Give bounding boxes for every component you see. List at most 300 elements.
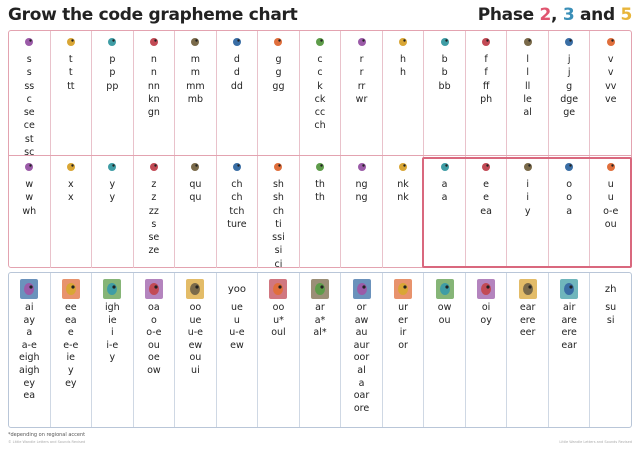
key-grapheme: ue [230, 302, 243, 313]
ring-icon [353, 158, 371, 176]
grapheme-column [51, 156, 93, 268]
key-grapheme: oo [189, 302, 202, 313]
key-grapheme: y [109, 179, 116, 190]
key-grapheme: g [275, 54, 282, 65]
alternative-grapheme: o [150, 314, 157, 326]
alternative-grapheme: wr [355, 93, 368, 105]
picture-cell [134, 31, 175, 53]
picture-cell [341, 276, 382, 302]
alternative-grapheme: ce [23, 120, 35, 132]
key-grapheme: f [484, 54, 488, 65]
grapheme-list [134, 178, 175, 258]
alternative-grapheme: e-e [63, 339, 79, 351]
grapheme-column [134, 156, 176, 268]
alternative-grapheme: g [275, 67, 282, 79]
alternative-grapheme: ear [561, 339, 577, 351]
grapheme-column [258, 31, 300, 155]
key-grapheme: ng [355, 179, 368, 190]
grapheme-column [51, 31, 93, 155]
hair-icon [558, 277, 580, 301]
grapheme-list [51, 178, 92, 205]
grapheme-column [341, 273, 383, 427]
grapheme-column [92, 31, 134, 155]
grapheme-list [466, 53, 507, 106]
picture-cell [217, 31, 258, 53]
key-grapheme: ar [315, 302, 325, 313]
alternative-grapheme: vv [605, 80, 617, 92]
alternative-grapheme: wh [22, 205, 37, 217]
grapheme-column [549, 273, 591, 427]
grapheme-column [9, 273, 51, 427]
key-grapheme: oo [272, 302, 285, 313]
wave-icon [20, 158, 38, 176]
alternative-grapheme: ge [563, 107, 576, 119]
alternative-grapheme: ui [191, 364, 200, 376]
picture-cell [383, 156, 424, 178]
grapheme-column [341, 156, 383, 268]
grapheme-column [341, 31, 383, 155]
picture-cell [300, 276, 341, 302]
picture-cell [424, 31, 465, 53]
grapheme-list [9, 178, 50, 218]
alternative-grapheme: l [526, 67, 529, 79]
alternative-grapheme: are [561, 314, 577, 326]
grapheme-column [9, 31, 51, 159]
picture-cell [466, 276, 507, 302]
alternative-grapheme: ey [65, 377, 77, 389]
grapheme-list [9, 53, 50, 159]
key-grapheme: u [607, 179, 614, 190]
grapheme-column [383, 31, 425, 155]
alternative-grapheme: s [151, 218, 157, 230]
chart-title: Grow the code grapheme chart [8, 5, 298, 25]
picture-cell [383, 276, 424, 302]
fire-engine-icon [60, 277, 82, 301]
alternative-grapheme: se [23, 107, 35, 119]
unicorn-icon [351, 277, 373, 301]
alternative-grapheme: bb [438, 80, 451, 92]
copyright-text: © Little Wandle Letters and Sounds Revised [8, 440, 86, 444]
alternative-grapheme: k [317, 80, 323, 92]
alternative-grapheme: dd [230, 80, 243, 92]
grapheme-column [258, 273, 300, 427]
grapheme-list [134, 302, 175, 378]
grapheme-list [507, 53, 548, 119]
grapheme-list [300, 53, 341, 133]
alternative-grapheme: si [274, 245, 283, 257]
alternative-grapheme: ng [355, 192, 368, 204]
alternative-grapheme: aur [353, 339, 370, 351]
key-grapheme: nk [397, 179, 409, 190]
grapheme-list [466, 302, 507, 327]
alternative-grapheme: aw [354, 314, 369, 326]
alternative-grapheme: x [67, 192, 74, 204]
alternative-grapheme: kn [148, 93, 160, 105]
key-grapheme: qu [189, 179, 202, 190]
grapheme-column [217, 156, 259, 268]
grapheme-column [383, 273, 425, 427]
alternative-grapheme: ou [189, 352, 202, 364]
grapheme-column [134, 273, 176, 427]
yak-icon [103, 158, 121, 176]
picture-cell [92, 156, 133, 178]
phase-title [478, 5, 632, 25]
picture-cell [300, 31, 341, 53]
nurse-icon [392, 277, 414, 301]
alternative-grapheme: ou [147, 339, 160, 351]
alternative-grapheme: a [441, 192, 448, 204]
alternative-grapheme: y [524, 205, 531, 217]
mouse-icon [186, 33, 204, 51]
picture-cell [51, 156, 92, 178]
phase-separator: , [551, 5, 558, 25]
regional-accent-footnote: *depending on regional accent [8, 432, 86, 438]
grapheme-list [300, 178, 341, 205]
picture-cell [134, 156, 175, 178]
consonant-row-1 [9, 31, 631, 159]
alternative-grapheme: d [233, 67, 240, 79]
key-grapheme: oa [148, 302, 160, 313]
grapheme-column [51, 273, 93, 427]
credit-text: Little Wandle Letters and Sounds Revised [559, 440, 632, 444]
moon-icon [184, 277, 206, 301]
long-vowel-row [9, 273, 631, 427]
night-icon [101, 277, 123, 301]
alternative-grapheme: a [358, 377, 365, 389]
alternative-grapheme: ti [275, 218, 282, 230]
alternative-grapheme: oe [148, 352, 160, 364]
cook-icon [267, 277, 289, 301]
key-grapheme: i [526, 179, 529, 190]
cherries-icon [228, 158, 246, 176]
alternative-grapheme: ssi [272, 232, 285, 244]
picture-cell [590, 276, 631, 302]
vulture-icon [602, 33, 620, 51]
phase-3-number: 3 [562, 5, 575, 25]
picture-cell [258, 31, 299, 53]
alternative-grapheme: tch [229, 205, 245, 217]
alternative-grapheme: a [26, 327, 33, 339]
rain-icon [18, 277, 40, 301]
alternative-grapheme: m [190, 67, 201, 79]
grapheme-column [175, 156, 217, 268]
key-grapheme: ear [519, 302, 536, 313]
grapheme-list [92, 178, 133, 205]
picture-cell [9, 31, 50, 53]
key-grapheme: j [567, 54, 571, 65]
alternative-grapheme: qu [189, 192, 202, 204]
alternative-grapheme: o-e [146, 327, 162, 339]
phase-word: Phase [477, 5, 534, 25]
picture-cell [175, 156, 216, 178]
alternative-grapheme: rr [357, 80, 366, 92]
grapheme-list [383, 178, 424, 205]
phase-2-number: 2 [539, 5, 552, 25]
alternative-grapheme: ou [438, 314, 451, 326]
key-grapheme: oi [481, 302, 491, 313]
grapheme-column [9, 156, 51, 268]
goat-icon [269, 33, 287, 51]
picture-cell [424, 276, 465, 302]
fish-icon [477, 33, 495, 51]
alternative-grapheme: y [67, 364, 74, 376]
alternative-grapheme: ay [23, 314, 35, 326]
alternative-grapheme: ch [314, 120, 326, 132]
picture-cell [175, 276, 216, 302]
alternative-grapheme: f [484, 67, 488, 79]
picture-cell [258, 156, 299, 178]
grapheme-column [383, 156, 425, 268]
grapheme-list [549, 53, 590, 119]
alternative-grapheme: h [400, 67, 407, 79]
alternative-grapheme: mm [186, 80, 205, 92]
key-grapheme: igh [104, 302, 120, 313]
phase-5-number: 5 [620, 5, 632, 25]
picture-cell [51, 31, 92, 53]
alternative-grapheme: y [109, 192, 116, 204]
grapheme-list [590, 53, 631, 106]
alternative-grapheme: oar [353, 390, 370, 402]
picture-cell [507, 276, 548, 302]
alternative-grapheme: tt [67, 80, 75, 92]
key-grapheme: ow [437, 302, 452, 313]
alternative-grapheme: ew [188, 339, 203, 351]
alternative-grapheme: ie [108, 314, 117, 326]
alternative-grapheme: oor [353, 352, 370, 364]
grapheme-column [507, 273, 549, 427]
grapheme-list [424, 302, 465, 327]
grapheme-list [590, 302, 631, 327]
picture-cell [92, 276, 133, 302]
alternative-grapheme: a-e [21, 339, 37, 351]
alternative-grapheme: le [523, 93, 532, 105]
alternative-grapheme: y [109, 352, 116, 364]
chart-header [6, 4, 634, 28]
alternative-grapheme: pp [106, 80, 119, 92]
key-grapheme: v [607, 54, 614, 65]
key-grapheme: o [566, 179, 573, 190]
picture-cell [549, 31, 590, 53]
key-grapheme: s [26, 54, 32, 65]
key-grapheme: n [150, 54, 157, 65]
alternative-grapheme: n [150, 67, 157, 79]
grapheme-list [134, 53, 175, 119]
alternative-grapheme: ou [604, 218, 617, 230]
key-grapheme: r [359, 54, 364, 65]
key-grapheme: or [356, 302, 367, 313]
grapheme-list [341, 178, 382, 205]
alternative-grapheme: al* [313, 327, 327, 339]
alternative-grapheme: nn [147, 80, 160, 92]
picture-cell [175, 31, 216, 53]
phase-5-panel [8, 272, 632, 428]
alternative-grapheme: th [315, 192, 325, 204]
lion-icon [519, 33, 537, 51]
alternative-grapheme: ea [480, 205, 492, 217]
grapheme-column [466, 273, 508, 427]
key-grapheme: m [190, 54, 201, 65]
alternative-grapheme: o-e [603, 205, 619, 217]
grapheme-list [258, 178, 299, 271]
grapheme-column [300, 31, 342, 155]
alternative-grapheme: ue [189, 314, 202, 326]
picture-cell [134, 276, 175, 302]
alternative-grapheme: ll [525, 80, 531, 92]
alternative-grapheme: sc [24, 147, 35, 159]
alternative-grapheme: cc [314, 107, 326, 119]
short-vowel-highlight [422, 157, 632, 268]
picture-cell [9, 276, 50, 302]
snake-icon [20, 33, 38, 51]
yoo-label: yoo [227, 283, 246, 295]
grapheme-column [466, 31, 508, 155]
key-grapheme: th [315, 179, 325, 190]
grapheme-list [341, 302, 382, 415]
alternative-grapheme: e [67, 327, 74, 339]
alternative-grapheme: al [357, 364, 366, 376]
picture-cell [51, 276, 92, 302]
alternative-grapheme: eer [519, 327, 536, 339]
alternative-grapheme: s [26, 67, 32, 79]
alternative-grapheme: c [26, 93, 32, 105]
picture-cell [383, 31, 424, 53]
alternative-grapheme: ch [231, 192, 243, 204]
ink-icon [394, 158, 412, 176]
grapheme-list [217, 53, 258, 93]
alternative-grapheme: ere [561, 327, 577, 339]
grapheme-list [92, 302, 133, 365]
alternative-grapheme: gg [272, 80, 285, 92]
grapheme-column [590, 31, 631, 155]
alternative-grapheme: ture [227, 218, 247, 230]
alternative-grapheme: er [398, 314, 408, 326]
alternative-grapheme: ve [604, 93, 617, 105]
grapheme-list [424, 53, 465, 93]
alternative-grapheme: se [148, 232, 160, 244]
alternative-grapheme: ci [274, 258, 283, 270]
alternative-grapheme: ck [314, 93, 326, 105]
key-grapheme: d [233, 54, 240, 65]
zh-label: zh [604, 283, 617, 295]
grapheme-list [341, 53, 382, 106]
alternative-grapheme: eigh [18, 352, 40, 364]
alternative-grapheme: al [523, 107, 532, 119]
alternative-grapheme: ie [66, 352, 76, 364]
alternative-grapheme: ea [23, 390, 36, 402]
horse-icon [394, 33, 412, 51]
key-grapheme: w [25, 179, 34, 190]
key-grapheme: a [441, 179, 448, 190]
bat-icon [436, 33, 454, 51]
grapheme-column [424, 273, 466, 427]
alternative-grapheme: zz [148, 205, 159, 217]
key-grapheme: sh [272, 179, 284, 190]
picture-cell [258, 276, 299, 302]
picture-cell [466, 31, 507, 53]
robot-icon [353, 33, 371, 51]
alternative-grapheme: st [24, 133, 34, 145]
alternative-grapheme: ow [147, 364, 161, 376]
key-grapheme: t [68, 54, 73, 65]
key-grapheme: c [317, 54, 323, 65]
grapheme-column [507, 31, 549, 155]
key-grapheme: ee [64, 302, 77, 313]
phase-2-3-panel [8, 30, 632, 268]
alternative-grapheme: c [317, 67, 323, 79]
alternative-grapheme: ew [230, 339, 244, 351]
alternative-grapheme: dge [560, 93, 579, 105]
picture-cell [92, 31, 133, 53]
alternative-grapheme: a* [314, 314, 326, 326]
alternative-grapheme: u-e [229, 327, 245, 339]
grapheme-list [258, 302, 299, 340]
alternative-grapheme: z [151, 192, 157, 204]
grapheme-list [300, 302, 341, 340]
boat-icon [143, 277, 165, 301]
grapheme-list [175, 53, 216, 106]
caterpillar-icon [311, 33, 329, 51]
alternative-grapheme: b [441, 67, 448, 79]
grapheme-list [9, 302, 50, 403]
grapheme-column [217, 31, 259, 155]
alternative-grapheme: ss [24, 80, 35, 92]
key-grapheme: l [526, 54, 529, 65]
grapheme-list [383, 302, 424, 352]
picture-cell [507, 31, 548, 53]
picture-cell [217, 276, 258, 302]
grapheme-column [549, 31, 591, 155]
grapheme-column [258, 156, 300, 268]
alternative-grapheme: t [68, 67, 73, 79]
alternative-grapheme: sh [272, 192, 284, 204]
key-grapheme: air [562, 302, 576, 313]
alternative-grapheme: nk [397, 192, 409, 204]
alternative-grapheme: ph [480, 93, 493, 105]
star-icon [309, 277, 331, 301]
alternative-grapheme: ere [519, 314, 536, 326]
alternative-grapheme: o [566, 192, 573, 204]
picture-cell [341, 31, 382, 53]
alternative-grapheme: si [606, 314, 615, 326]
picture-cell [590, 31, 631, 53]
key-grapheme: ur [398, 302, 409, 313]
alternative-grapheme: e [483, 192, 490, 204]
alternative-grapheme: a [566, 205, 573, 217]
picture-cell [217, 156, 258, 178]
key-grapheme: b [441, 54, 448, 65]
grapheme-list [217, 302, 258, 352]
key-grapheme: ai [25, 302, 34, 313]
alternative-grapheme: v [607, 67, 614, 79]
alternative-grapheme: oul [271, 327, 286, 339]
key-grapheme: p [109, 54, 116, 65]
grapheme-list [217, 178, 258, 231]
sheep-icon [269, 158, 287, 176]
grapheme-list [258, 53, 299, 93]
alternative-grapheme: i [526, 192, 529, 204]
picture-cell [341, 156, 382, 178]
grapheme-column [300, 273, 342, 427]
key-grapheme: h [400, 54, 407, 65]
picture-cell [549, 276, 590, 302]
tiger-icon [62, 33, 80, 51]
alternative-grapheme: u [607, 192, 614, 204]
alternative-grapheme: mb [187, 93, 204, 105]
net-icon [145, 33, 163, 51]
alternative-grapheme: au [355, 327, 368, 339]
boy-icon [475, 277, 497, 301]
phase-and-word: and [580, 5, 615, 25]
